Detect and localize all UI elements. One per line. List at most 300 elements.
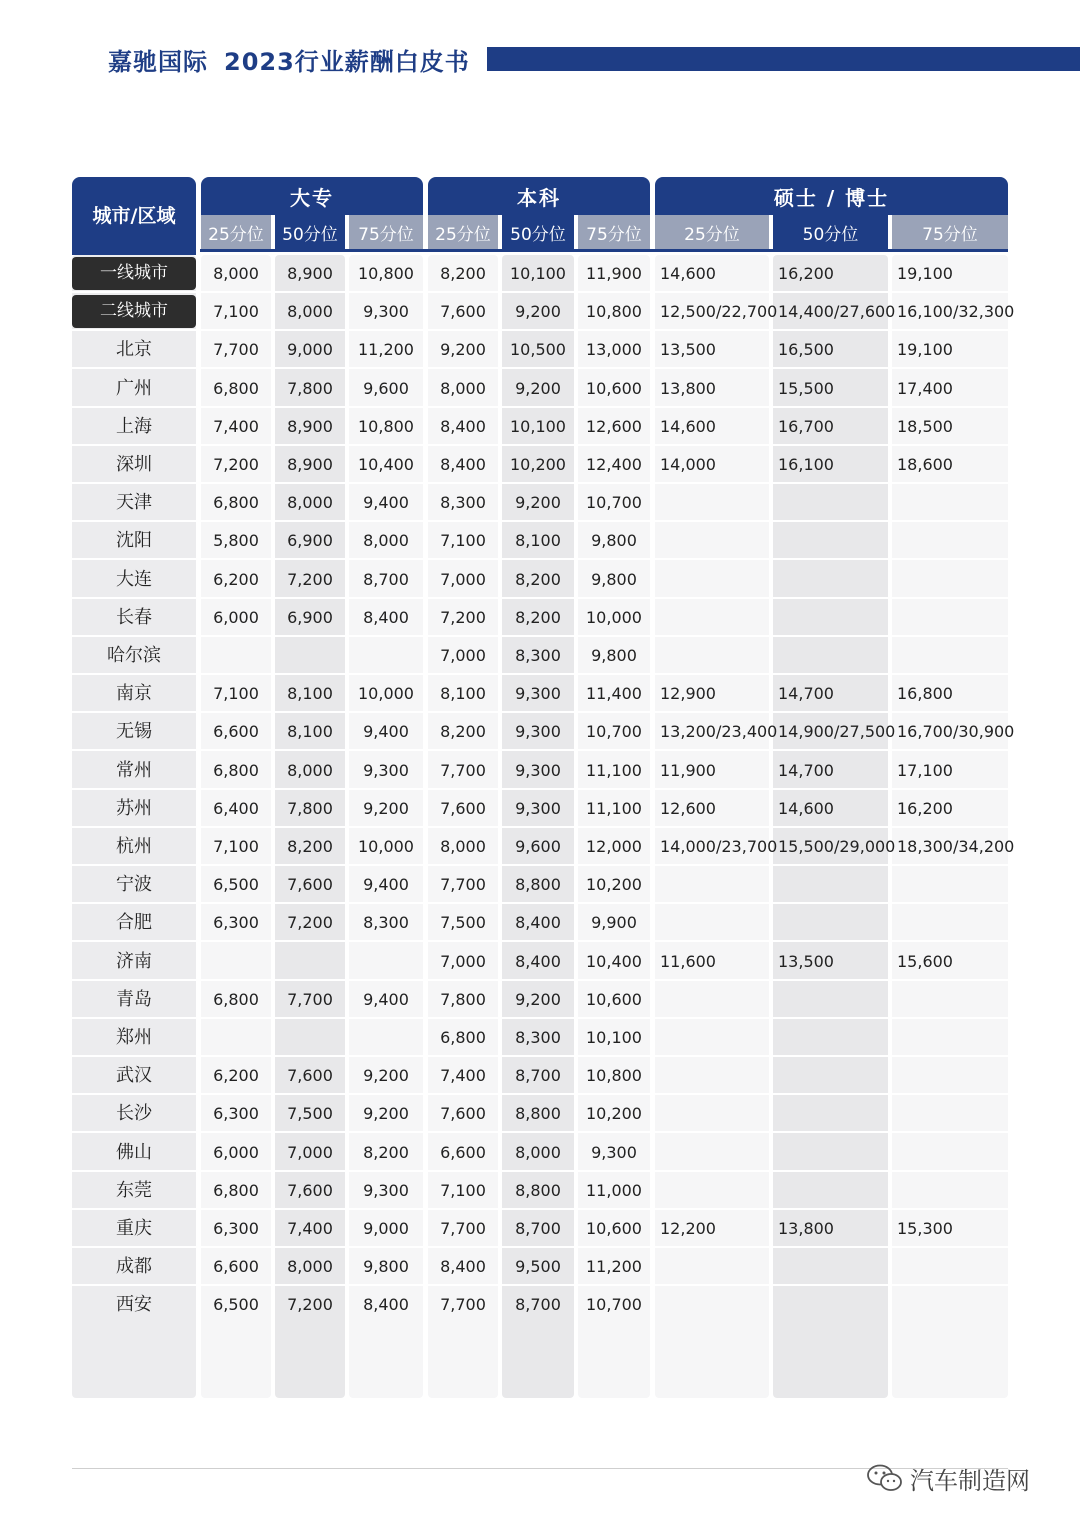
city-name: 郑州 [116,1027,152,1048]
table-row [72,1172,1008,1210]
dazhuan-p75-header: 75分位 [349,215,423,249]
salary-cell [773,1286,888,1324]
city-name: 重庆 [116,1218,152,1239]
salary-cell: 6,500 [213,1295,259,1315]
city-name: 西安 [116,1294,152,1316]
salary-cell: 7,200 [213,455,259,474]
salary-cell: 13,500 [778,951,834,971]
table-row [72,675,1008,713]
table-row [72,1057,1008,1095]
salary-cell: 8,100 [440,684,486,704]
salary-cell [892,1248,1008,1286]
salary-cell: 7,600 [440,302,486,322]
salary-cell [892,1134,1008,1172]
group-header-dazhuan: 大专 [201,177,423,215]
salary-cell: 7,100 [440,531,486,551]
salary-cell: 9,000 [363,1219,409,1238]
salary-cell [655,1248,769,1286]
table-row [72,943,1008,981]
salary-cell: 6,800 [213,378,259,398]
salary-cell: 10,200 [510,455,566,474]
salary-cell: 15,500/29,000 [778,837,896,856]
salary-cell [349,943,423,981]
salary-cell: 7,400 [440,1066,486,1086]
table-row [72,828,1015,866]
salary-cell: 7,500 [440,913,486,933]
salary-cell: 8,400 [515,913,561,933]
salary-cell: 14,700 [778,684,834,704]
salary-cell: 9,200 [363,1066,409,1086]
salary-cell: 15,300 [897,1219,953,1238]
salary-cell: 8,400 [440,455,486,474]
city-region-header: 城市/区域 [72,177,196,255]
report-title: 2023行业薪酬白皮书 [224,48,470,76]
salary-cell: 7,700 [287,989,333,1009]
salary-cell: 11,200 [358,340,414,360]
salary-cell: 8,300 [363,913,409,933]
salary-cell: 8,000 [287,302,333,322]
salary-cell [892,866,1008,904]
salary-cell: 10,200 [586,1104,642,1124]
salary-cell: 16,100/32,300 [897,302,1015,322]
group-header-master-phd: 硕士 / 博士 [655,177,1008,215]
salary-cell [773,561,888,599]
salary-cell: 9,800 [591,569,637,589]
salary-cell: 6,000 [213,607,259,627]
salary-cell [349,1019,423,1057]
master-p25-header: 25分位 [655,215,769,249]
salary-cell: 13,500 [660,340,716,360]
salary-cell: 7,800 [440,989,486,1009]
salary-cell: 7,100 [213,837,259,856]
salary-cell: 10,700 [586,722,642,742]
city-name: 沈阳 [116,530,152,552]
salary-cell: 6,500 [213,875,259,895]
salary-cell: 11,900 [586,264,642,283]
wechat-icon [866,1463,904,1493]
salary-cell: 12,400 [586,455,642,474]
salary-cell: 9,200 [363,798,409,818]
salary-cell: 7,000 [440,569,486,589]
salary-cell: 10,000 [358,837,414,856]
salary-cell: 7,700 [440,1219,486,1238]
group-header-benke: 本科 [428,177,650,215]
salary-cell: 8,000 [440,837,486,856]
salary-cell: 9,900 [591,913,637,933]
salary-cell: 8,000 [515,1142,561,1162]
salary-cell: 10,100 [586,1028,642,1047]
salary-cell: 8,700 [515,1219,561,1238]
salary-cell: 8,000 [287,760,333,780]
salary-cell [892,1057,1008,1095]
tier-label: 二线城市 [72,295,196,328]
table-row [72,981,1008,1019]
salary-cell: 12,600 [586,416,642,436]
benke-p50-header: 50分位 [502,215,574,249]
table-row [72,561,1008,599]
salary-cell: 7,600 [440,798,486,818]
salary-cell: 7,200 [287,913,333,933]
salary-cell [892,484,1008,522]
salary-cell: 8,400 [440,1257,486,1277]
salary-cell [773,866,888,904]
salary-cell [349,637,423,675]
salary-cell: 8,100 [515,531,561,551]
salary-cell: 8,300 [440,493,486,513]
salary-cell: 7,800 [287,378,333,398]
table-row [72,331,1008,369]
city-name: 广州 [116,377,152,399]
master-p50-header: 50分位 [773,215,888,249]
salary-cell: 10,800 [586,302,642,322]
company-name: 嘉驰国际 [108,48,208,76]
table-row [72,484,1008,522]
salary-cell: 6,900 [287,531,333,551]
city-name: 大连 [116,568,152,590]
salary-cell: 8,400 [440,416,486,436]
salary-cell [892,981,1008,1019]
salary-cell: 9,200 [515,989,561,1009]
table-row [72,752,1008,790]
salary-cell: 9,400 [363,722,409,742]
table-row [72,637,1008,675]
salary-cell: 10,100 [510,264,566,283]
salary-cell: 6,000 [213,1142,259,1162]
table-row [72,1286,1008,1324]
salary-cell: 10,800 [586,1066,642,1086]
salary-cell: 8,100 [287,722,333,742]
salary-cell: 6,300 [213,913,259,933]
salary-cell: 7,700 [213,340,259,360]
salary-cell: 10,500 [510,340,566,360]
salary-cell [655,484,769,522]
salary-cell: 6,900 [287,607,333,627]
salary-cell: 8,700 [515,1066,561,1086]
salary-cell: 9,200 [440,340,486,360]
salary-cell: 8,300 [515,1028,561,1047]
salary-cell [655,866,769,904]
table-row [72,1095,1008,1133]
salary-cell: 18,500 [897,416,953,436]
salary-cell: 6,800 [213,493,259,513]
salary-cell: 10,400 [586,951,642,971]
dazhuan-p25-header: 25分位 [201,215,271,249]
salary-cell [655,1286,769,1324]
city-name: 合肥 [116,912,152,934]
salary-cell: 8,000 [363,531,409,551]
table-row [72,293,1015,331]
salary-cell [773,1248,888,1286]
salary-cell: 7,800 [287,798,333,818]
city-name: 上海 [116,415,152,437]
salary-cell: 8,100 [287,684,333,704]
table-row [72,370,1008,408]
salary-cell: 7,700 [440,1295,486,1315]
table-row [72,255,1008,293]
salary-cell [655,599,769,637]
city-name: 深圳 [116,454,152,475]
salary-cell: 10,600 [586,1219,642,1238]
salary-cell: 7,000 [440,646,486,665]
salary-cell: 7,000 [287,1142,333,1162]
salary-cell: 10,700 [586,1295,642,1315]
salary-cell: 14,700 [778,760,834,780]
table-row [72,599,1008,637]
salary-cell: 9,800 [363,1257,409,1277]
city-name: 北京 [116,339,152,361]
salary-cell: 12,200 [660,1219,716,1238]
salary-cell: 5,800 [213,531,259,551]
salary-cell: 6,600 [213,1257,259,1277]
city-name: 无锡 [116,721,152,743]
table-row [72,408,1008,446]
salary-cell: 13,800 [778,1219,834,1238]
salary-cell: 8,800 [515,1104,561,1124]
watermark-text: 汽车制造网 [910,1466,1030,1495]
salary-cell: 14,600 [660,416,716,436]
salary-cell: 9,800 [591,646,637,665]
salary-cell: 16,500 [778,340,834,360]
table-row [72,904,1008,942]
salary-cell: 12,000 [586,837,642,856]
salary-cell: 6,600 [440,1142,486,1162]
table-row [72,713,1015,751]
salary-cell: 14,600 [660,264,716,283]
salary-cell [773,1057,888,1095]
salary-cell: 10,800 [358,416,414,436]
salary-cell: 10,000 [586,607,642,627]
salary-cell [773,981,888,1019]
salary-cell: 7,000 [440,951,486,971]
document-title [108,42,470,77]
city-name: 常州 [116,759,152,781]
salary-cell: 12,600 [660,798,716,818]
salary-cell: 8,700 [515,1295,561,1315]
salary-cell: 6,800 [213,1180,259,1200]
salary-cell: 6,300 [213,1219,259,1238]
salary-cell: 7,100 [213,302,259,322]
salary-cell: 11,400 [586,684,642,704]
city-name: 青岛 [116,988,152,1010]
salary-cell: 8,800 [515,1180,561,1200]
salary-cell: 14,600 [778,798,834,818]
city-name: 济南 [116,950,152,972]
salary-cell: 13,200/23,400 [660,722,778,742]
city-name: 杭州 [116,836,152,857]
salary-cell [655,637,769,675]
city-name: 苏州 [116,797,152,819]
salary-cell: 8,000 [287,493,333,513]
salary-cell: 8,400 [515,951,561,971]
salary-cell: 7,500 [287,1104,333,1124]
salary-cell: 9,300 [515,798,561,818]
salary-cell: 8,400 [363,607,409,627]
salary-cell: 7,700 [440,760,486,780]
salary-cell: 10,800 [358,264,414,283]
salary-cell: 11,600 [660,951,716,971]
salary-cell: 8,200 [515,607,561,627]
salary-cell [275,637,345,675]
salary-cell [892,1172,1008,1210]
salary-cell [892,522,1008,560]
salary-cell: 8,900 [287,455,333,474]
salary-cell: 10,700 [586,493,642,513]
salary-cell [773,484,888,522]
salary-cell: 17,400 [897,378,953,398]
salary-cell: 9,400 [363,493,409,513]
salary-cell: 9,400 [363,875,409,895]
salary-cell [773,599,888,637]
city-name: 南京 [116,683,152,705]
salary-cell: 8,300 [515,646,561,665]
salary-cell: 13,800 [660,378,716,398]
salary-cell: 11,000 [586,1180,642,1200]
benke-p25-header: 25分位 [428,215,498,249]
salary-cell: 17,100 [897,760,953,780]
salary-cell: 7,400 [213,416,259,436]
salary-cell: 7,100 [440,1180,486,1200]
salary-cell: 8,900 [287,264,333,283]
salary-cell: 9,000 [287,340,333,360]
salary-cell: 9,300 [591,1142,637,1162]
salary-cell: 7,600 [287,1066,333,1086]
salary-cell [773,1134,888,1172]
salary-cell [655,1057,769,1095]
salary-cell: 9,300 [363,760,409,780]
salary-cell [773,1019,888,1057]
salary-cell [655,1172,769,1210]
salary-cell: 14,000/23,700 [660,837,778,856]
salary-cell: 8,200 [363,1142,409,1162]
tier-label: 一线城市 [72,257,196,290]
city-name: 佛山 [116,1141,152,1163]
salary-cell [773,904,888,942]
table-row [72,790,1008,828]
salary-cell: 9,500 [515,1257,561,1277]
salary-cell [655,1134,769,1172]
salary-cell: 8,200 [515,569,561,589]
salary-cell: 9,300 [515,684,561,704]
salary-cell: 10,600 [586,989,642,1009]
salary-cell: 8,000 [287,1257,333,1277]
table-row [72,1019,1008,1057]
salary-cell: 8,900 [287,416,333,436]
salary-cell [892,904,1008,942]
salary-cell: 6,800 [213,760,259,780]
salary-cell [655,1095,769,1133]
salary-cell [892,599,1008,637]
salary-cell [655,561,769,599]
salary-cell: 11,200 [586,1257,642,1277]
city-name: 天津 [116,492,152,514]
salary-cell: 13,000 [586,340,642,360]
salary-cell: 7,400 [287,1219,333,1238]
salary-cell [201,943,271,981]
salary-cell: 10,100 [510,416,566,436]
salary-cell [892,561,1008,599]
salary-cell: 8,700 [363,569,409,589]
city-name: 武汉 [116,1065,152,1087]
salary-cell: 6,800 [440,1028,486,1047]
salary-cell: 9,200 [515,378,561,398]
salary-cell: 18,600 [897,455,953,474]
salary-cell: 15,500 [778,378,834,398]
salary-cell [892,1286,1008,1324]
salary-cell: 10,600 [586,378,642,398]
header-underline [200,249,1008,252]
table-row [72,1134,1008,1172]
salary-cell: 7,600 [287,875,333,895]
salary-cell: 9,600 [363,378,409,398]
salary-cell: 6,800 [213,989,259,1009]
salary-cell: 9,200 [363,1104,409,1124]
salary-cell [773,1172,888,1210]
salary-cell: 16,200 [897,798,953,818]
salary-cell: 14,000 [660,455,716,474]
salary-cell: 19,100 [897,264,953,283]
salary-cell: 18,300/34,200 [897,837,1015,856]
salary-cell: 8,000 [213,264,259,283]
salary-cell: 8,200 [440,264,486,283]
salary-cell: 8,400 [363,1295,409,1315]
salary-cell: 7,200 [287,569,333,589]
salary-cell: 11,100 [586,760,642,780]
salary-cell [892,637,1008,675]
salary-cell: 11,900 [660,760,716,780]
salary-cell: 12,500/22,700 [660,302,778,322]
salary-cell [773,1095,888,1133]
city-name: 宁波 [116,874,152,896]
table-row [72,522,1008,560]
salary-cell: 11,100 [586,798,642,818]
salary-cell [655,904,769,942]
salary-cell: 9,400 [363,989,409,1009]
city-name: 哈尔滨 [107,645,161,666]
header-bar [487,47,1080,71]
salary-cell [892,1095,1008,1133]
salary-cell: 8,800 [515,875,561,895]
salary-cell: 16,200 [778,264,834,283]
dazhuan-p50-header: 50分位 [275,215,345,249]
salary-cell [773,522,888,560]
salary-cell: 9,200 [515,302,561,322]
salary-cell: 9,600 [515,837,561,856]
salary-cell [201,1019,271,1057]
salary-cell [655,1019,769,1057]
salary-cell: 7,700 [440,875,486,895]
salary-cell: 9,800 [591,531,637,551]
salary-cell: 10,200 [586,875,642,895]
city-name: 长春 [116,606,152,628]
salary-cell: 15,600 [897,951,953,971]
salary-cell: 10,000 [358,684,414,704]
table-row [72,1210,1008,1248]
watermark [866,1458,1030,1498]
salary-cell: 9,300 [515,760,561,780]
salary-cell: 14,900/27,500 [778,722,896,742]
salary-cell: 16,100 [778,455,834,474]
salary-cell: 14,400/27,600 [778,302,896,322]
salary-cell: 10,400 [358,455,414,474]
salary-cell: 7,100 [213,684,259,704]
benke-p75-header: 75分位 [578,215,650,249]
table-row [72,1248,1008,1286]
master-p75-header: 75分位 [892,215,1008,249]
salary-cell: 19,100 [897,340,953,360]
salary-cell: 8,200 [287,837,333,856]
city-name: 东莞 [116,1179,152,1201]
salary-cell [201,637,271,675]
